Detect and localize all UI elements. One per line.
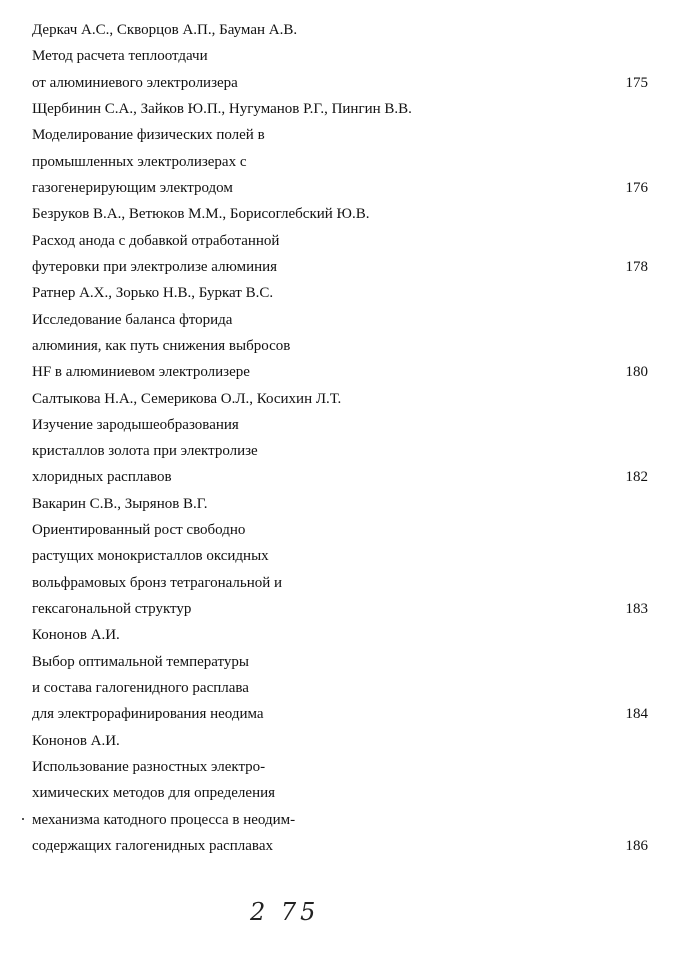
entry-title-line: промышленных электролизерах с <box>32 153 247 170</box>
entry-authors: Кононов А.И. <box>32 732 120 749</box>
entry-authors: Ратнер А.Х., Зорько Н.В., Буркат В.С. <box>32 285 274 302</box>
entry-title-line: содержащих галогенидных расплавах <box>32 837 273 854</box>
entry-page-number: 182 <box>625 469 648 486</box>
entry-title-line: HF в алюминиевом электролизере <box>32 364 250 381</box>
entry-title-line: растущих монокристаллов оксидных <box>32 548 269 565</box>
entry-title-line: Ориентированный рост свободно <box>32 522 246 539</box>
entry-page-number: 178 <box>625 258 648 275</box>
entry-title-line: Выбор оптимальной температуры <box>32 653 249 670</box>
entry-title-line: хлоридных расплавов <box>32 469 172 486</box>
entry-title-line: Расход анода с добавкой отработанной <box>32 232 280 249</box>
entry-page-number: 183 <box>625 601 648 617</box>
entry-title-line: гексагональной структур <box>32 601 192 617</box>
entry-authors: Щербинин С.А., Зайков Ю.П., Нугуманов Р.Г., Пингин В.В. <box>32 101 412 117</box>
entry-title-line: для электрорафинирования неодима <box>32 706 264 723</box>
entry-page-number: 175 <box>625 74 648 91</box>
entry-title-line: и состава галогенидного расплава <box>32 680 249 696</box>
entry-title-line: Метод расчета теплоотдачи <box>32 48 208 65</box>
scan-speck <box>22 818 24 820</box>
entry-title-line: Исследование баланса фторида <box>32 311 233 328</box>
entry-title-line: Использование разностных электро- <box>32 759 266 775</box>
entry-title-line: алюминия, как путь снижения выбросов <box>32 337 291 354</box>
entry-title-line: химических методов для определения <box>32 785 276 802</box>
entry-page-number: 186 <box>625 837 648 854</box>
entry-title-line: от алюминиевого электролизера <box>32 74 238 91</box>
entry-authors: Вакарин С.В., Зырянов В.Г. <box>32 495 208 512</box>
entry-title-line: механизма катодного процесса в неодим- <box>32 811 296 828</box>
entry-title-line: Изучение зародышеобразования <box>32 416 239 433</box>
entry-page-number: 176 <box>625 179 648 196</box>
entry-title-line: Моделирование физических полей в <box>32 127 265 144</box>
entry-title-line: газогенерирующим электродом <box>32 179 233 196</box>
entry-authors: Безруков В.А., Ветюков М.М., Борисоглебский Ю.В. <box>32 206 370 223</box>
entry-authors: Салтыкова Н.А., Семерикова О.Л., Косихин Л.Т. <box>32 390 342 407</box>
entry-authors: Кононов А.И. <box>32 627 120 644</box>
entry-page-number: 184 <box>625 706 648 723</box>
entry-page-number: 180 <box>625 364 648 381</box>
entry-title-line: кристаллов золота при электролизе <box>32 443 258 460</box>
entry-title-line: вольфрамовых бронз тетрагональной и <box>32 574 283 591</box>
entry-title-line: футеровки при электролизе алюминия <box>32 258 278 275</box>
entry-authors: Деркач А.С., Скворцов А.П., Бауман А.В. <box>32 22 298 38</box>
handwritten-page-number: 2 75 <box>250 898 320 926</box>
